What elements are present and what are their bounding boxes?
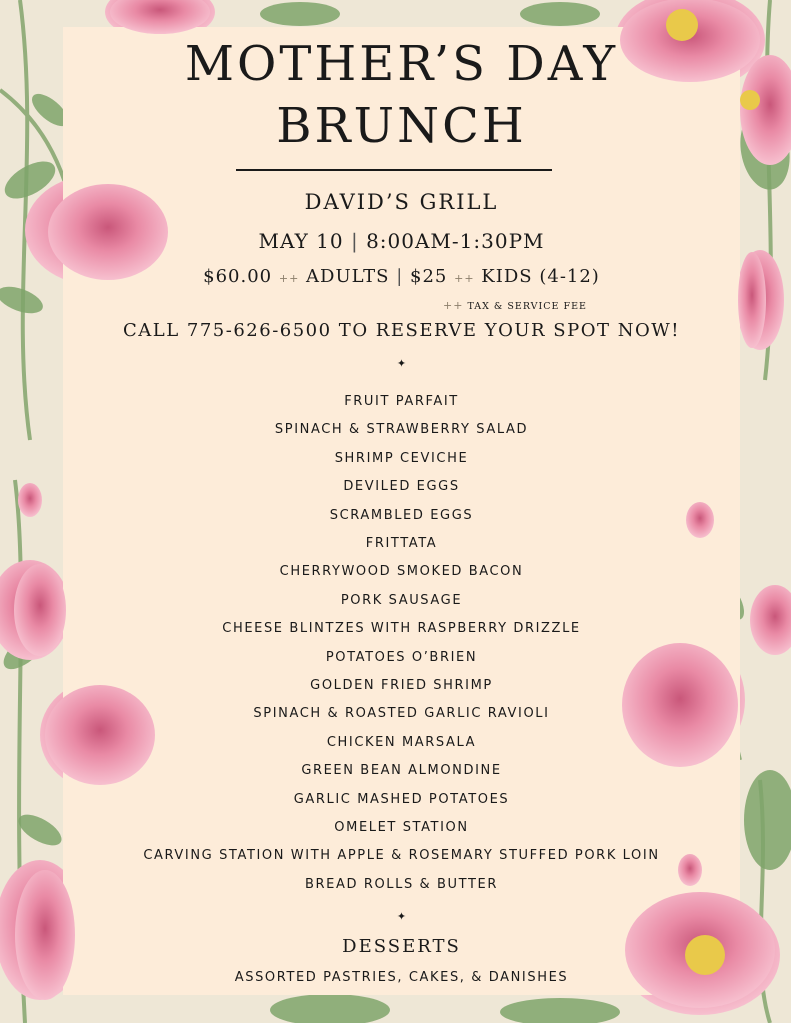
menu-item: GREEN BEAN ALMONDINE bbox=[301, 763, 502, 778]
menu-item: CHERRYWOOD SMOKED BACON bbox=[279, 564, 524, 579]
menu-item: SPINACH & STRAWBERRY SALAD bbox=[274, 422, 529, 437]
date-time bbox=[63, 229, 740, 253]
menu-item: BREAD ROLLS & BUTTER bbox=[305, 877, 498, 892]
adult-price: $60.00 bbox=[203, 266, 273, 287]
adult-label: ADULTS bbox=[306, 266, 390, 287]
venue-name: DAVID’S GRILL bbox=[304, 190, 499, 214]
menu-item: CHEESE BLINTZES WITH RASPBERRY DRIZZLE bbox=[222, 621, 581, 636]
menu-item: SCRAMBLED EGGS bbox=[329, 508, 474, 523]
fee-note-text: TAX & SERVICE FEE bbox=[467, 301, 587, 312]
menu-item: FRUIT PARFAIT bbox=[344, 394, 459, 409]
menu-item: SPINACH & ROASTED GARLIC RAVIOLI bbox=[253, 706, 550, 721]
title-line-2: BRUNCH bbox=[276, 98, 527, 154]
fee-note bbox=[443, 299, 593, 312]
menu-item: GARLIC MASHED POTATOES bbox=[293, 792, 510, 807]
menu-item: CHICKEN MARSALA bbox=[326, 735, 477, 750]
menu-item: FRITTATA bbox=[365, 536, 438, 551]
menu-item: PORK SAUSAGE bbox=[340, 593, 463, 608]
menu-item: CARVING STATION WITH APPLE & ROSEMARY STUFFED PORK LOIN bbox=[143, 848, 660, 863]
kid-label: KIDS (4-12) bbox=[481, 266, 600, 287]
menu-item: SHRIMP CEVICHE bbox=[334, 451, 469, 466]
price-separator: | bbox=[396, 266, 404, 287]
divider-star-top: ✦ bbox=[396, 357, 407, 370]
call-to-action: CALL 775-626-6500 TO RESERVE YOUR SPOT NOW! bbox=[123, 320, 680, 341]
menu-item: GOLDEN FRIED SHRIMP bbox=[310, 678, 493, 693]
desserts-text: ASSORTED PASTRIES, CAKES, & DANISHES bbox=[234, 970, 569, 985]
menu-item: POTATOES O’BRIEN bbox=[325, 650, 478, 665]
date-separator: | bbox=[350, 229, 359, 253]
pricing-line bbox=[63, 266, 740, 287]
title-divider bbox=[236, 169, 552, 171]
desserts-heading: DESSERTS bbox=[342, 936, 461, 957]
title-line-1: MOTHER’S DAY bbox=[184, 36, 619, 92]
kid-plus-mark: ++ bbox=[454, 272, 475, 285]
menu-item: DEVILED EGGS bbox=[343, 479, 460, 494]
divider-star-bottom: ✦ bbox=[396, 910, 407, 923]
event-date: MAY 10 bbox=[258, 229, 344, 253]
menu-item: OMELET STATION bbox=[334, 820, 469, 835]
kid-price: $25 bbox=[410, 266, 448, 287]
adult-plus-mark: ++ bbox=[278, 272, 300, 285]
event-time: 8:00AM-1:30PM bbox=[366, 229, 545, 253]
fee-plus-mark: ++ bbox=[443, 299, 464, 312]
